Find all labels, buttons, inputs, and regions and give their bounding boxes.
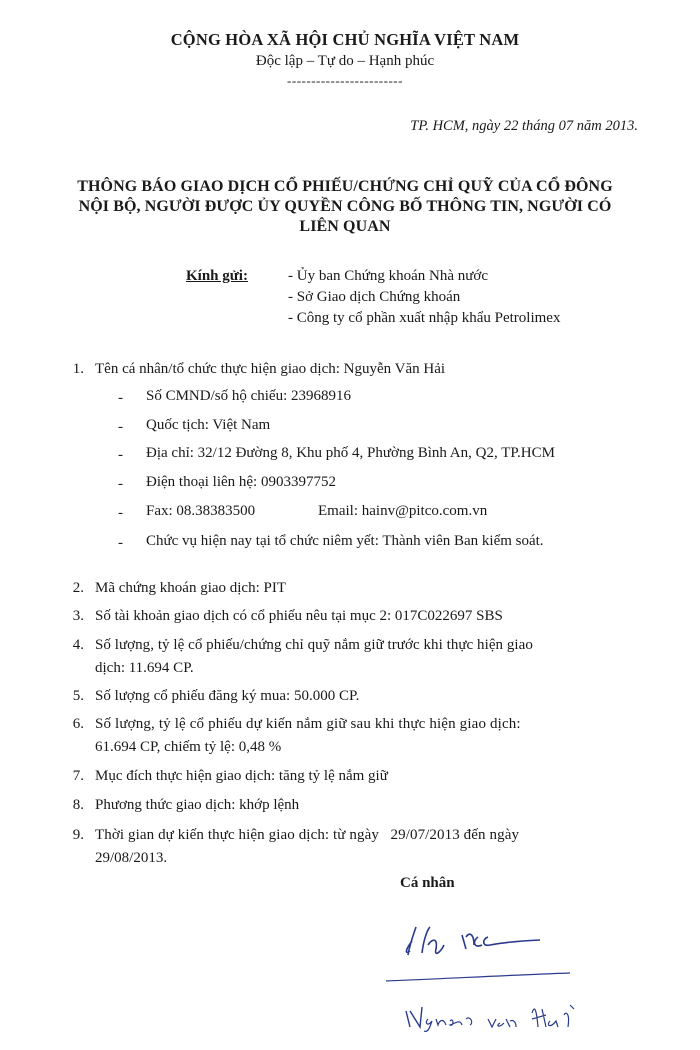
item-number: 7. (72, 768, 84, 784)
recipient-item: - Công ty cổ phần xuất nhập khẩu Petrolimex (288, 310, 561, 326)
item-number: 2. (72, 580, 84, 596)
national-title: CỘNG HÒA XÃ HỘI CHỦ NGHĨA VIỆT NAM (170, 30, 520, 49)
item-text-continued: dịch: 11.694 CP. (95, 660, 194, 676)
item-text: Số lượng, tỷ lệ cổ phiếu dự kiến nắm giữ sau khi thực hiện giao dịch: (95, 716, 521, 732)
place-date: TP. HCM, ngày 22 tháng 07 năm 2013. (410, 118, 638, 134)
item-text: Thời gian dự kiến thực hiện giao dịch: từ ngày 29/07/2013 đến ngày (95, 827, 520, 843)
sub-item-phone: Điện thoại liên hệ: 0903397752 (146, 474, 336, 490)
item-text: Phương thức giao dịch: khớp lệnh (95, 797, 300, 813)
item-text-continued: 29/08/2013. (95, 850, 168, 866)
item-number: 1. (72, 361, 84, 377)
document-title-line-2: NỘI BỘ, NGƯỜI ĐƯỢC ỦY QUYỀN CÔNG BỐ THÔNG TIN, NGƯỜI CÓ (78, 198, 612, 215)
recipients-label: Kính gửi: (186, 268, 248, 284)
item-text: Tên cá nhân/tổ chức thực hiện giao dịch: Nguyễn Văn Hải (95, 361, 446, 377)
item-number: 3. (72, 608, 84, 624)
bullet-dash: - (118, 390, 123, 406)
item-number: 4. (72, 637, 84, 653)
handwritten-signature (370, 915, 610, 1040)
signer-label: Cá nhân (400, 875, 455, 891)
recipient-item: - Sở Giao dịch Chứng khoán (288, 289, 461, 305)
sub-item-fax: Fax: 08.38383500 (146, 503, 256, 519)
item-text: Mã chứng khoán giao dịch: PIT (95, 580, 287, 596)
item-number: 5. (72, 688, 84, 704)
item-text: Số lượng cổ phiếu đăng ký mua: 50.000 CP. (95, 688, 360, 704)
sub-item-nationality: Quốc tịch: Việt Nam (146, 417, 271, 433)
bullet-dash: - (118, 505, 123, 521)
item-number: 9. (72, 827, 84, 843)
motto-underline: ------------------------ (287, 73, 403, 88)
sub-item-address: Địa chỉ: 32/12 Đường 8, Khu phố 4, Phường Bình An, Q2, TP.HCM (146, 445, 555, 461)
bullet-dash: - (118, 476, 123, 492)
national-motto: Độc lập – Tự do – Hạnh phúc (255, 53, 435, 69)
document-title-line-3: LIÊN QUAN (299, 218, 391, 235)
bullet-dash: - (118, 447, 123, 463)
document-title-line-1: THÔNG BÁO GIAO DỊCH CỔ PHIẾU/CHỨNG CHỈ QUỸ CỦA CỔ ĐÔNG (77, 178, 613, 195)
sub-item-email: Email: hainv@pitco.com.vn (318, 503, 488, 519)
item-text: Số lượng, tỷ lệ cổ phiếu/chứng chỉ quỹ nắm giữ trước khi thực hiện giao (95, 637, 533, 653)
sub-item-position: Chức vụ hiện nay tại tổ chức niêm yết: Thành viên Ban kiểm soát. (146, 533, 544, 549)
item-text: Số tài khoản giao dịch có cổ phiếu nêu tại mục 2: 017C022697 SBS (95, 608, 503, 624)
item-number: 6. (72, 716, 84, 732)
item-number: 8. (72, 797, 84, 813)
recipient-item: - Ủy ban Chứng khoán Nhà nước (288, 268, 488, 284)
item-text-continued: 61.694 CP, chiếm tỷ lệ: 0,48 % (95, 739, 282, 755)
sub-item-id-number: Số CMND/số hộ chiếu: 23968916 (146, 388, 352, 404)
bullet-dash: - (118, 419, 123, 435)
bullet-dash: - (118, 535, 123, 551)
item-text: Mục đích thực hiện giao dịch: tăng tỷ lệ nắm giữ (95, 768, 388, 784)
